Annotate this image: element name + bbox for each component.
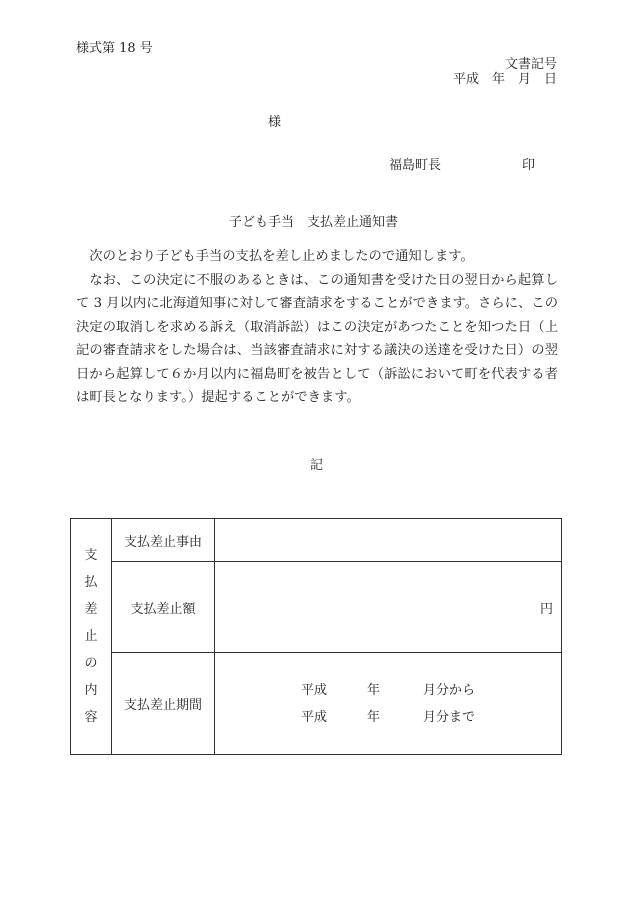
body-paragraph-1: 次のとおり子ども手当の支払を差し止めましたので通知します。 (76, 249, 474, 264)
date-line: 平成 年 月 日 (452, 72, 557, 87)
period-to-era: 平成 (301, 709, 328, 725)
reason-label: 支払差止事由 (112, 519, 215, 562)
period-to-suffix: 月分まで (423, 709, 476, 725)
period-value (215, 653, 562, 755)
document-number-label: 文書記号 (504, 57, 557, 72)
seal-mark: 印 (522, 158, 536, 173)
document-title: 子ども手当 支払差止通知書 (229, 215, 399, 230)
period-to-year: 年 (367, 709, 381, 725)
reason-value (215, 519, 562, 562)
side-char: 払 (84, 575, 98, 590)
table-row (71, 519, 562, 562)
period-to (301, 704, 561, 731)
detail-table (70, 518, 562, 755)
period-from-suffix: 月分から (423, 682, 476, 698)
side-char: 支 (84, 548, 98, 563)
body-text (76, 245, 558, 410)
side-char: 容 (84, 710, 98, 725)
table-row (71, 653, 562, 755)
amount-unit: 円 (215, 562, 562, 653)
addressee-honorific: 様 (268, 115, 282, 130)
side-label (71, 519, 112, 755)
period-from-year: 年 (367, 682, 381, 698)
period-label: 支払差止期間 (112, 653, 215, 755)
amount-label: 支払差止額 (112, 562, 215, 653)
body-paragraph-2: なお、この決定に不服のあるときは、この通知書を受けた日の翌日から起算して 3 月以内に北海道知事に対して審査請求をすることができます。さらに、この決定の取消しを求める訴え（取消訴訟）はこの決定があつたことを知つた日（上記の審査請求をした場合は、当該審査請求に対する議決の送達を受けた日）の翌日から起算して６か月以内に福島町を被告として（訴訟において町を代表する者は町長となります。）提起することができます。 (76, 272, 558, 405)
form-number: 様式第 18 号 (76, 41, 153, 56)
table-row (71, 562, 562, 653)
sender-title: 福島町長 (389, 158, 442, 173)
side-char: の (84, 656, 98, 671)
side-char: 差 (84, 602, 98, 617)
side-char: 内 (84, 683, 98, 698)
ki-heading: 記 (310, 458, 324, 473)
period-from (301, 677, 561, 704)
period-from-era: 平成 (301, 682, 328, 698)
side-char: 止 (84, 629, 98, 644)
